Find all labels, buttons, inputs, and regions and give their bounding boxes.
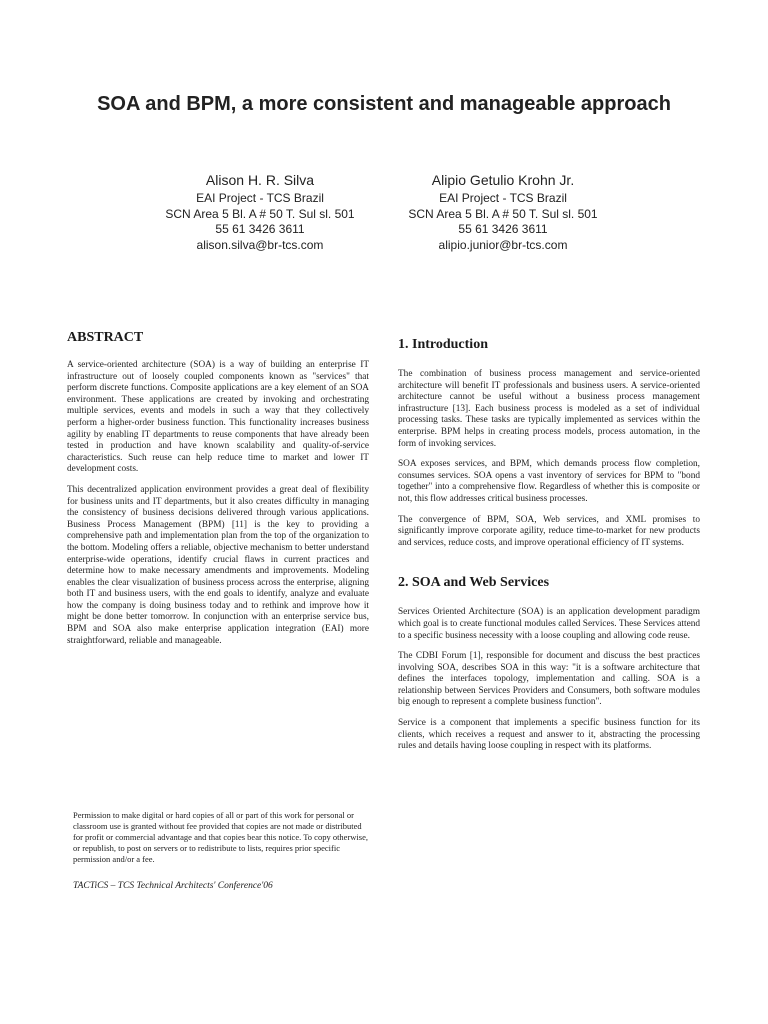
body-paragraph: The combination of business process management and service-oriented architecture will benefit IT professionals and business users. A service-oriented architecture cannot be useful without a business process management infrastructure [13]. Each business process is modeled as a set of individual processing tasks. These tasks are typically implemented as services within the enterprise. BPM helps in creating process models, process automation, in the form of invoking services. (398, 369, 700, 449)
conference-note: TACTiCS – TCS Technical Architects' Conference'06 (73, 881, 273, 891)
abstract-paragraph: This decentralized application environment provides a great deal of flexibility for business units and IT departments, but it also creates difficulty in managing the consistency of business decisions delivered through various applications. Business Process Management (BPM) [11] is the key to providing a comprehensive path and implementation plan from the top of the organization to the bottom. Modeling offers a reliable, objective mechanism to better understand enterprise-wide operations, identify crucial flaws in current practices and determine how to make necessary amendments and improvements. Modeling enables the clear visualization of business process across the enterprise, aligning both IT and business users, with the end goals to identify, analyze and evaluate how the company is doing business today and to rethink and improve how it might be done better tomorrow. In conjunction with an enterprise service bus, BPM and SOA also make enterprise application integration (EAI) more straightforward, reliable and manageable. (67, 484, 369, 646)
right-column (398, 337, 700, 762)
author-block-1 (130, 171, 390, 253)
section-heading-introduction: 1. Introduction (398, 337, 488, 352)
author-phone: 55 61 3426 3611 (458, 222, 548, 236)
paper-title: SOA and BPM, a more consistent and manageable approach (97, 93, 671, 115)
body-paragraph: The convergence of BPM, SOA, Web services, and XML promises to significantly improve corporate agility, reduce time-to-market for new products and services, reduce costs, and improve operational efficiency of IT systems. (398, 514, 700, 548)
author-email: alison.silva@br-tcs.com (196, 237, 324, 252)
body-paragraph: SOA exposes services, and BPM, which demands process flow completion, consumes services. SOA opens a vast inventory of services for BPM to "bond together" into a comprehensive flow. Regardless of whether this is composite or not, this flow addresses critical business processes. (398, 459, 700, 504)
author-block-2 (373, 171, 633, 253)
body-paragraph: Service is a component that implements a specific business function for its clients, which receives a request and answer to it, abstracting the processing rules and details having loose coupling in respect with its platforms. (398, 718, 700, 752)
abstract-paragraph: A service-oriented architecture (SOA) is a way of building an enterprise IT infrastructure out of loosely coupled components known as "services" that perform discrete functions. Composite applications are a key element of an SOA environment. These applications are created by invoking and orchestrating multiple services, events and models in such a way that they collectively perform a higher-order business function. This functionality increases business agility by enabling IT departments to reuse components that have already been tested in production and have known scalability and quality-of-service characteristics. Such reuse can help reduce time to market and lower IT development costs. (67, 360, 369, 475)
author-address: SCN Area 5 Bl. A # 50 T. Sul sl. 501 (408, 206, 598, 221)
section-heading-soa-web-services: 2. SOA and Web Services (398, 575, 550, 591)
author-phone: 55 61 3426 3611 (215, 222, 305, 236)
body-paragraph: The CDBI Forum [1], responsible for document and discuss the best practices involving SOA, describes SOA in this way: "it is a software architecture that defines the interfaces topology, implementation and calling. SOA is a relationship between Services Providers and Consumers, both software modules big enough to represent a complete business function". (398, 651, 700, 708)
author-email: alipio.junior@br-tcs.com (438, 237, 568, 252)
author-address: SCN Area 5 Bl. A # 50 T. Sul sl. 501 (165, 206, 355, 221)
author-affiliation: EAI Project - TCS Brazil (196, 191, 324, 205)
body-paragraph: Services Oriented Architecture (SOA) is an application development paradigm which goal is to create functional modules called Services. These Services attend to a specific business necessity with a loose coupling and allowing code reuse. (398, 607, 700, 641)
author-name: Alipio Getulio Krohn Jr. (431, 172, 575, 188)
permission-notice: Permission to make digital or hard copies of all or part of this work for personal or classroom use is granted without fee provided that copies are not made or distributed for profit or commercial advantage and that copies bear this notice. To copy otherwise, or republish, to post on servers or to redistribute to lists, requires prior specific permission and/or a fee. (73, 810, 368, 864)
left-column (67, 330, 369, 647)
author-affiliation: EAI Project - TCS Brazil (439, 191, 567, 205)
abstract-heading: ABSTRACT (67, 330, 144, 345)
author-name: Alison H. R. Silva (205, 172, 315, 188)
